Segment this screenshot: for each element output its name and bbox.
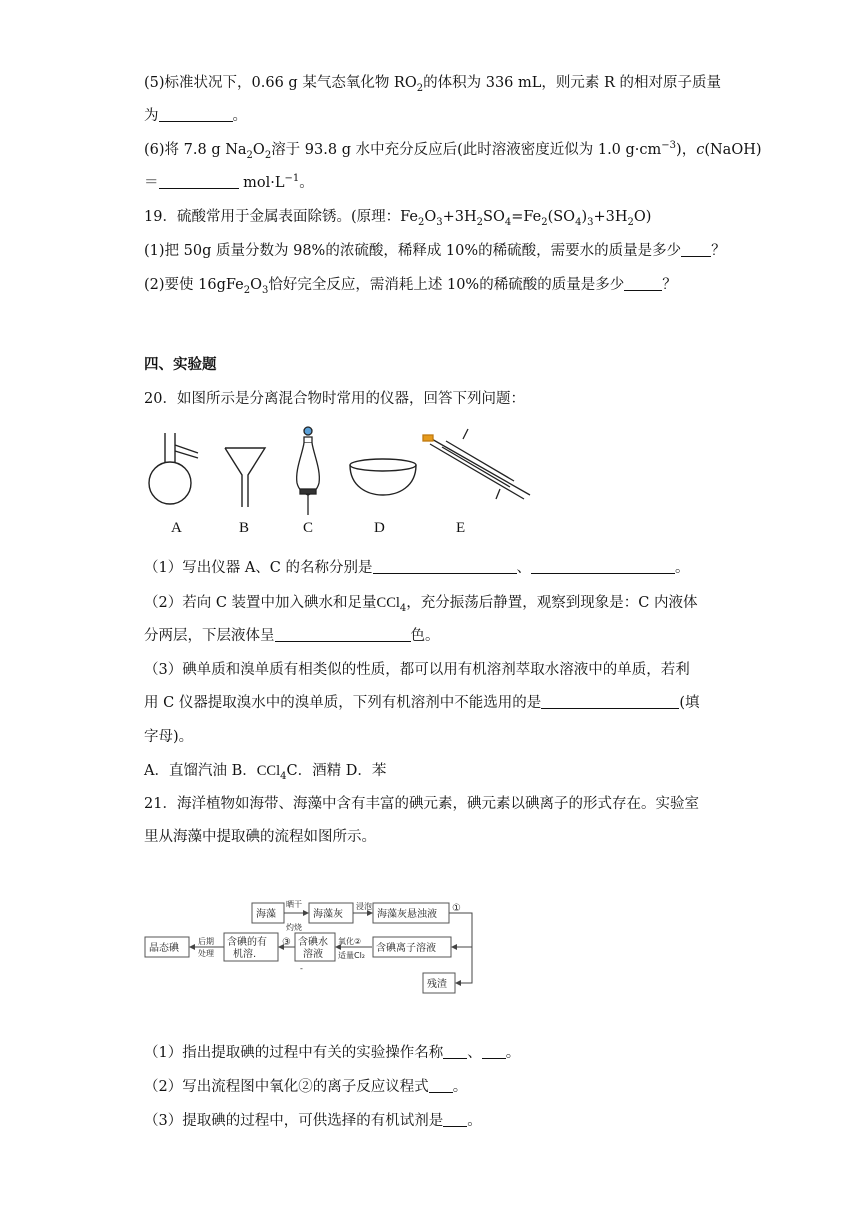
svg-text:晶态碘: 晶态碘 <box>149 943 179 954</box>
answer-blank[interactable] <box>443 1112 467 1127</box>
svg-text:残渣: 残渣 <box>427 979 447 990</box>
q19-part2: (2)要使 $16gFe_2O_3$恰好完全反应，需消耗上述 10%的稀硫酸的质量是多少 ？ <box>144 277 677 296</box>
svg-text:海藻灰: 海藻灰 <box>313 909 343 920</box>
svg-text:溶液: 溶液 <box>303 949 323 960</box>
svg-text:浸泡: 浸泡 <box>356 902 372 911</box>
svg-text:③: ③ <box>282 937 291 948</box>
svg-text:机溶.: 机溶. <box>233 949 257 960</box>
q20-part3-line3: 字母)。 <box>144 729 194 745</box>
svg-text:适量Cl₂: 适量Cl₂ <box>338 951 366 960</box>
answer-blank[interactable] <box>482 1044 506 1059</box>
answer-blank[interactable] <box>429 1078 453 1093</box>
q20-part1: （1）写出仪器 A、C 的名称分别是 、 。 <box>144 560 690 576</box>
svg-text:晒干: 晒干 <box>286 900 302 909</box>
evaporating-dish-icon <box>350 459 416 495</box>
svg-text:氧化②: 氧化② <box>338 937 362 946</box>
funnel-icon <box>225 448 265 507</box>
section-heading: 四、实验题 <box>144 356 217 373</box>
answer-blank[interactable] <box>159 174 239 189</box>
apparatus-label-b: B <box>239 520 250 536</box>
distillation-flask-icon <box>149 433 198 504</box>
q21-title-line1: 21．海洋植物如海带、海藻中含有丰富的碘元素，碘元素以碘离子的形式存在。实验室 <box>144 796 699 812</box>
answer-blank[interactable] <box>531 559 675 574</box>
apparatus-label-d: D <box>374 520 385 536</box>
answer-blank[interactable] <box>373 559 517 574</box>
q20-part2-line2: 分两层，下层液体呈 色。 <box>144 628 440 644</box>
q18-part5-line1: (5)标准状况下，0.66 g 某气态氧化物 $RO_2$的体积为 336 mL，则元素 R 的相对原子质量 <box>144 75 722 94</box>
q21-part1: （1）指出提取碘的过程中有关的实验操作名称 、 。 <box>144 1045 521 1061</box>
q21-part3: （3）提取碘的过程中，可供选择的有机试剂是 。 <box>144 1113 482 1129</box>
answer-blank[interactable] <box>159 107 233 122</box>
q19-title: 19．硫酸常用于金属表面除锈。(原理：$Fe_2O_3+3H_2SO_4=Fe_2(SO_4)_3+3H_2O$) <box>144 209 652 228</box>
q20-options: A．直馏汽油 B．CCl$_4$C．酒精 D．苯 <box>144 763 387 782</box>
q20-part2-line1: （2）若向 C 装置中加入碘水和足量CCl$_4$，充分振荡后静置，观察到现象是：C 内液体 <box>144 595 698 614</box>
svg-text:处理: 处理 <box>198 949 214 958</box>
svg-text:含碘水: 含碘水 <box>298 937 328 948</box>
svg-text:海藻灰悬浊液: 海藻灰悬浊液 <box>377 909 437 920</box>
svg-text:含碘的有: 含碘的有 <box>227 937 267 948</box>
apparatus-label-c: C <box>303 520 314 536</box>
q21-part2: （2）写出流程图中氧化②的离子反应议程式 。 <box>144 1079 468 1095</box>
q20-title: 20．如图所示是分离混合物时常用的仪器，回答下列问题： <box>144 391 525 407</box>
apparatus-label-a: A <box>171 520 182 536</box>
svg-text:灼烧: 灼烧 <box>286 923 302 932</box>
answer-blank[interactable] <box>275 627 411 642</box>
answer-blank[interactable] <box>681 242 711 257</box>
q20-part3-line2: 用 C 仪器提取溴水中的溴单质，下列有机溶剂中不能选用的是 (填 <box>144 695 700 711</box>
separatory-funnel-icon <box>297 427 320 515</box>
q20-part3-line1: （3）碘单质和溴单质有相类似的性质，都可以用有机溶剂萃取水溶液中的单质，若利 <box>144 662 690 678</box>
apparatus-figure <box>140 425 540 520</box>
svg-text:海藻: 海藻 <box>256 909 276 920</box>
answer-blank[interactable] <box>443 1044 467 1059</box>
q18-part6-line1: (6)将 7.8 g $Na_2O_2$溶于 93.8 g 水中充分反应后(此时溶液密度近似为 1.0 $g\cdot cm^{-3}$)，c(NaOH) <box>144 140 762 161</box>
answer-blank[interactable] <box>624 276 662 291</box>
svg-text:-: - <box>300 964 303 973</box>
apparatus-label-e: E <box>456 520 466 536</box>
svg-text:①: ① <box>452 903 461 914</box>
svg-text:含碘离子溶液: 含碘离子溶液 <box>376 943 436 954</box>
q19-part1: (1)把 50g 质量分数为 98%的浓硫酸，稀释成 10%的稀硫酸，需要水的质量是多少 ？ <box>144 243 726 259</box>
condenser-icon <box>423 429 530 499</box>
q18-part6-line2: ＝ $mol\cdot L^{-1}$。 <box>144 173 314 191</box>
svg-text:后期: 后期 <box>198 937 214 946</box>
q21-title-line2: 里从海藻中提取碘的流程如图所示。 <box>144 829 376 845</box>
q18-part5-line2: 为 。 <box>144 108 247 124</box>
flowchart <box>140 895 480 1005</box>
answer-blank[interactable] <box>541 694 679 709</box>
